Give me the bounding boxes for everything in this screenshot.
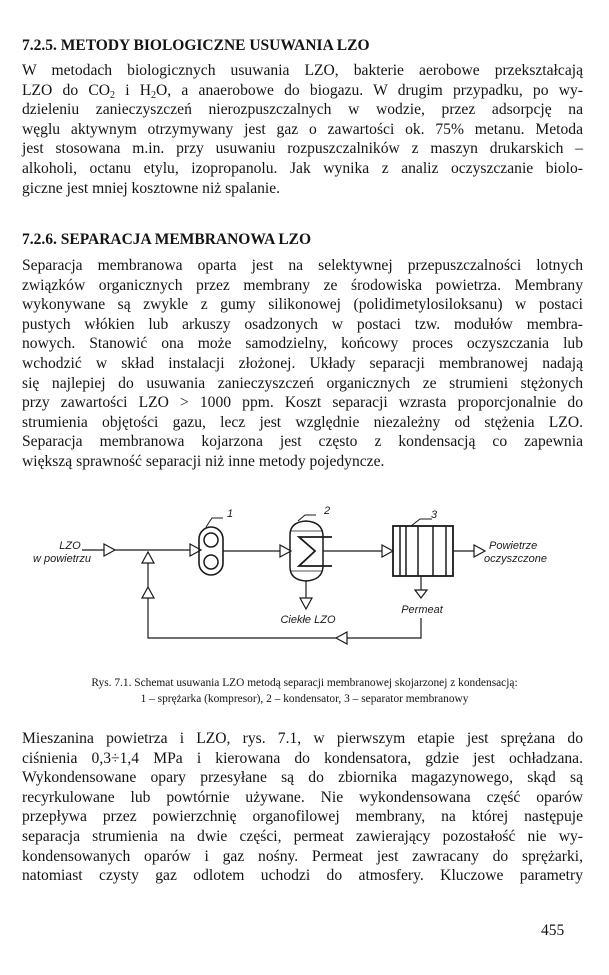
text-line: jest stosowana m.in. przy usuwaniu rozpuszczalników z maszyn drukarskich – <box>22 140 583 158</box>
label-input-2: w powietrzu <box>32 553 92 565</box>
text-line: przepływa przez powierzchnię organofilowej membrany, na której następuje <box>22 808 583 826</box>
label-num-3: 3 <box>431 509 438 521</box>
paragraph-process-description <box>22 729 583 886</box>
label-output: Powietrze <box>489 540 538 552</box>
text-line: Wykondensowane opary przesyłane są do zbiornika magazynowego, skąd są <box>22 769 583 787</box>
text-line: nowych. Stanowić ona może samodzielny, końcowy proces oczyszczania lub <box>22 335 583 353</box>
paragraph-membrane-separation <box>22 256 583 472</box>
figure-caption <box>0 675 609 707</box>
text-line: związków organicznych przez membrany ze środowiska powietrza. Membrany <box>22 276 583 294</box>
flow-arrow-icon <box>104 544 115 556</box>
text-line: giczne jest mniej kosztowne niż spalanie. <box>22 179 281 197</box>
label-num-2: 2 <box>324 505 331 517</box>
text-line: się najlepiej do usuwania zanieczyszczeń organicznych ze strumieni stężonych <box>22 374 583 392</box>
compressor-icon <box>199 527 223 575</box>
label-liquid-lzo: Ciekłe LZO <box>280 614 336 626</box>
label-num-1: 1 <box>227 508 234 520</box>
text-line: separacja strumienia na dwie części, permeat zawierający pozostałość nie wy- <box>22 827 583 845</box>
text-line: natomiast czysty gaz odlotem uchodzi do atmosfery. Kluczowe parametry <box>22 867 583 885</box>
section-heading-membrane-separation: 7.2.6. SEPARACJA MEMBRANOWA LZO <box>22 231 312 248</box>
text-line: ciśnienia 0,3÷1,4 MPa i kierowana do kondensatora, gdzie jest ochładzana. <box>22 749 583 767</box>
subscript: 2 <box>110 89 115 101</box>
text-line-formula <box>22 81 583 101</box>
text-line: Separacja membranowa oparta jest na selektywnej przepuszczalności lotnych <box>22 257 583 274</box>
label-output-2: oczyszczone <box>484 553 547 565</box>
text-line: kondensowanych oparów i gaz nośny. Permeat jest zawracany do sprężarki, <box>22 847 583 865</box>
text-line: Mieszanina powietrza i LZO, rys. 7.1, w pierwszym etapie jest sprężana do <box>22 730 583 747</box>
text-line: W metodach biologicznych usuwania LZO, bakterie aerobowe przekształcają <box>22 62 583 79</box>
subscript: 2 <box>151 89 157 101</box>
text-fragment: O, a anaerobowe do biogazu. W drugim przypadku, po wy- <box>156 81 583 99</box>
flow-arrow-icon <box>336 632 347 644</box>
caption-line: Rys. 7.1. Schemat usuwania LZO metodą separacji membranowej skojarzonej z kondensacją: <box>91 677 518 689</box>
text-line: strumienia objętości gazu, lecz jest względnie niezależny od stężenia LZO. <box>22 413 583 431</box>
caption-line: 1 – sprężarka (kompresor), 2 – kondensator, 3 – separator membranowy <box>140 693 469 705</box>
flow-arrow-icon <box>382 545 393 557</box>
page-number: 455 <box>541 922 565 939</box>
text-line: Separacja membranowa kojarzona jest często z kondensacją co zapewnia <box>22 433 583 451</box>
text-line: wchodzić w skład instalacji złożonej. Układy separacji membranowej nadają <box>22 354 583 372</box>
text-line: pustych włókien lub arkuszy osadzonych w postaci tzw. modułów membra- <box>22 315 583 333</box>
condenser-icon <box>290 521 323 581</box>
text-fragment: i H <box>115 81 152 99</box>
label-permeat: Permeat <box>401 604 443 616</box>
paragraph-biological-methods <box>22 61 583 198</box>
label-input: LZO <box>59 540 81 552</box>
section-heading-biological-methods: 7.2.5. METODY BIOLOGICZNE USUWANIA LZO <box>22 37 370 54</box>
flow-arrow-icon <box>142 587 154 598</box>
text-line: węglu aktywnym otrzymywany jest gaz o zawartości ok. 75% metanu. Metoda <box>22 120 583 138</box>
flow-arrow-icon <box>142 552 154 563</box>
text-line: większą sprawność separacji niż inne metody pojedyncze. <box>22 452 385 470</box>
text-line: alkoholi, octanu etylu, izopropanolu. Jak wynika z analiz oczyszczanie biolo- <box>22 159 583 177</box>
text-line: dzieleniu zanieczyszczeń nierozpuszczalnych w wodzie, przez adsorpcję na <box>22 101 583 119</box>
flow-arrow-icon <box>415 590 427 598</box>
process-flow-diagram <box>0 495 609 650</box>
text-fragment: LZO do CO <box>22 81 110 99</box>
membrane-separator-icon <box>393 526 453 576</box>
flow-arrow-icon <box>300 598 312 609</box>
text-line: wykonywane są zwykle z gumy silikonowej (polidimetylosiloksanu) w postaci <box>22 296 583 314</box>
text-line: recyrkulowane lub powtórnie używane. Nie wykondensowana część oparów <box>22 788 583 806</box>
text-line: przy zawartości LZO > 1000 ppm. Koszt separacji wzrasta proporcjonalnie do <box>22 394 583 412</box>
